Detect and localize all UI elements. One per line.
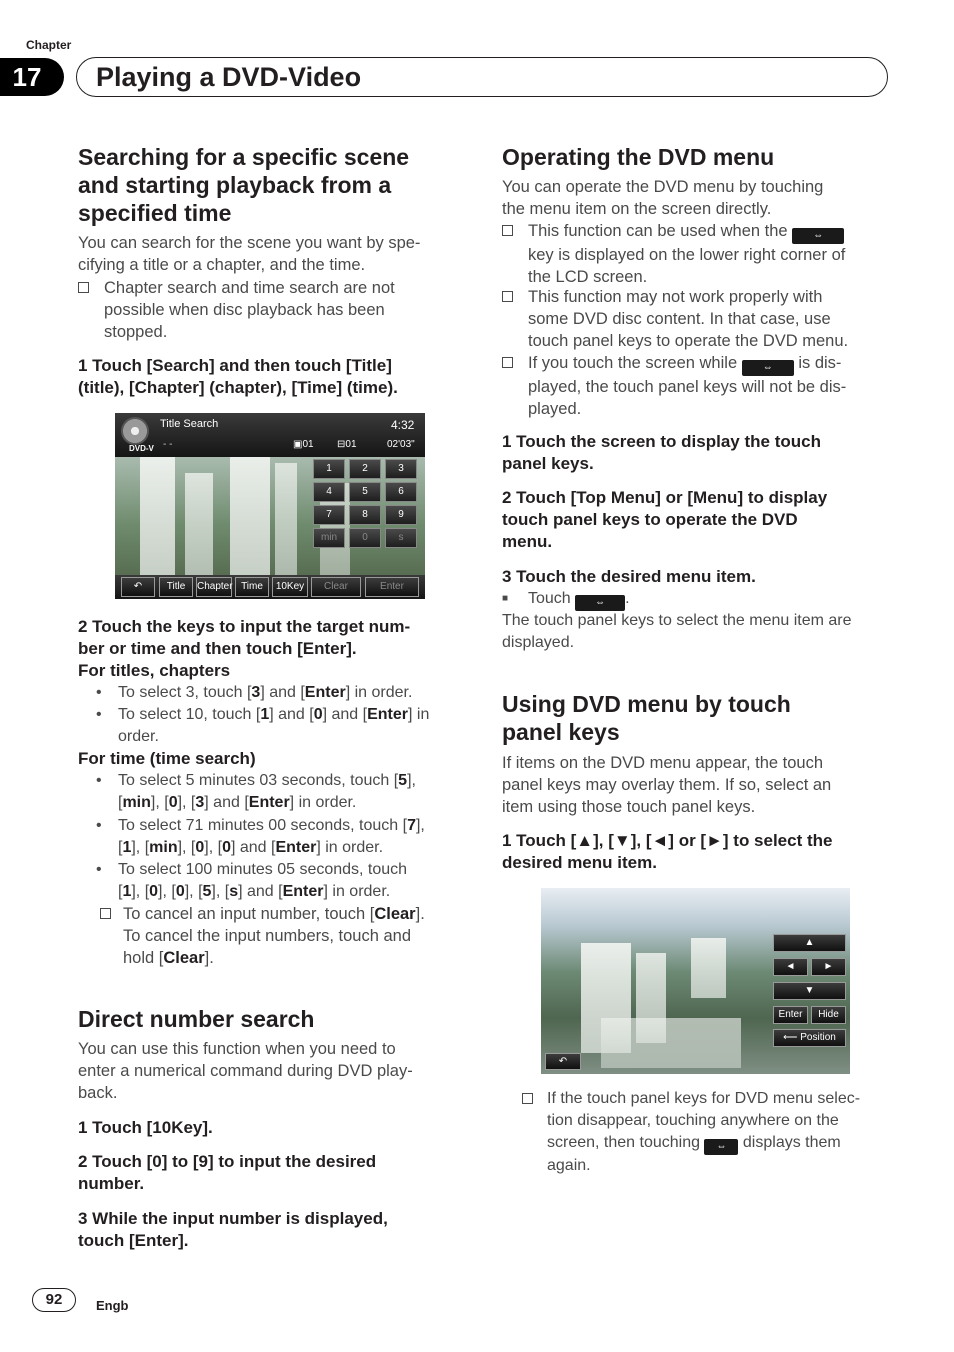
dvd-menu-screenshot [541, 888, 850, 1074]
subhead-time-search: For time (time search) [78, 749, 256, 768]
step-1-search: 1 Touch [Search] and then touch [Title] (title), [Chapter] (chapter), [Time] (time). [78, 356, 398, 397]
touch-panel-key-icon: ⇔ [575, 595, 625, 611]
touch-panel-intro: If items on the DVD menu appear, the touch panel keys may overlay them. If so, select an item using those touch panel keys. [502, 754, 832, 816]
title-icon: ▣ [293, 439, 303, 450]
section-title-scene-search: Searching for a specific scene and starting playback from a specified time [78, 144, 410, 226]
bullet-select-3: • To select 3, touch [3] and [Enter] in order. [96, 684, 413, 701]
back-button[interactable] [545, 1053, 581, 1070]
square-bullet-icon: ■ [502, 593, 509, 604]
hide-button[interactable]: Hide [811, 1006, 846, 1024]
checkbox-bullet-icon [78, 282, 89, 293]
position-arrow-icon: ⟵ [783, 1032, 798, 1043]
section-title-operating-menu: Operating the DVD menu [502, 144, 775, 170]
direct-step-3: 3 While the input number is displayed, touch [Enter]. [78, 1209, 388, 1250]
clear-button[interactable]: Clear [311, 577, 361, 597]
key-7[interactable]: 7 [313, 505, 345, 525]
tenkey-button[interactable]: 10Key [272, 577, 308, 597]
time-button[interactable]: Time [235, 577, 269, 597]
back-arrow-icon: ↶ [558, 1056, 568, 1067]
note-touch-screen: If you touch the screen while ⇔ is dis- played, the touch panel keys will not be dis- played. [502, 352, 902, 418]
down-arrow-icon: ▼ [804, 985, 815, 996]
position-button[interactable]: ⟵ Position [773, 1029, 846, 1047]
chapter-title: Playing a DVD-Video [96, 62, 362, 92]
title-search-screenshot [115, 413, 425, 599]
bullet-5-min: • To select 5 minutes 03 seconds, touch [5], [min], [0], [3] and [Enter] in order. [96, 772, 416, 811]
section-title-touch-panel-keys: Using DVD menu by touch panel keys [502, 691, 791, 745]
note-function-key: This function can be used when the ⇔ key is displayed on the lower right corner of the LCD screen. [502, 220, 902, 286]
touch-panel-step-1: 1 Touch [▲], [▼], [◄] or [►] to select the desired menu item. [502, 831, 833, 872]
page-number: 92 [32, 1288, 76, 1312]
enter-button[interactable]: Enter [773, 1006, 808, 1024]
touch-instruction: ■ Touch ⇔ . [502, 588, 902, 610]
disc-icon [121, 417, 149, 445]
up-arrow-icon: ▲ [804, 937, 815, 948]
touch-panel-key-icon: ⇔ [792, 228, 844, 244]
menu-step-3: 3 Touch the desired menu item. [502, 567, 756, 586]
title-button[interactable]: Title [159, 577, 193, 597]
menu-step-3-result: The touch panel keys to select the menu item are displayed. [502, 612, 852, 651]
key-9[interactable]: 9 [385, 505, 417, 525]
key-min[interactable]: min [313, 528, 345, 548]
up-button[interactable] [773, 934, 846, 952]
key-0[interactable]: 0 [349, 528, 381, 548]
down-button[interactable] [773, 982, 846, 1000]
back-button[interactable] [121, 577, 155, 597]
clock: 4:32 [391, 418, 415, 432]
left-button[interactable] [773, 958, 808, 976]
chapter-number: 17 [0, 58, 64, 96]
checkbox-bullet-icon [502, 225, 513, 236]
bullet-100-min: • To select 100 minutes 05 seconds, touch [1], [0], [0], [5], [s] and [Enter] in order. [96, 861, 408, 900]
touch-panel-key-icon: ⇔ [742, 360, 794, 376]
chapter-counter: ⊟01 [337, 439, 357, 450]
step-2-input: 2 Touch the keys to input the target num- ber or time and then touch [Enter]. [78, 617, 411, 658]
touch-panel-key-icon: ⇔ [704, 1139, 738, 1155]
key-8[interactable]: 8 [349, 505, 381, 525]
bullet-71-min: • To select 71 minutes 00 seconds, touch [7], [1], [min], [0], [0] and [Enter] in order. [96, 817, 425, 856]
scene-search-intro: You can search for the scene you want by spe- cifying a title or a chapter, and the time. [78, 234, 421, 274]
enter-button[interactable]: Enter [365, 577, 419, 597]
note-may-not-work: This function may not work properly with some DVD disc content. In that case, use touch panel keys to operate the DVD menu. [502, 286, 902, 352]
menu-step-1: 1 Touch the screen to display the touch panel keys. [502, 432, 821, 473]
screen-title: Title Search [160, 418, 219, 430]
key-5[interactable]: 5 [349, 482, 381, 502]
left-arrow-icon: ◄ [785, 961, 796, 972]
note-cancel-input: To cancel an input number, touch [Clear]. To cancel the input numbers, touch and hold [Clear]. [100, 903, 470, 969]
section-title-direct-number: Direct number search [78, 1006, 315, 1032]
checkbox-bullet-icon [522, 1093, 533, 1104]
key-4[interactable]: 4 [313, 482, 345, 502]
chapter-icon: ⊟ [337, 439, 346, 450]
direct-step-2: 2 Touch [0] to [9] to input the desired number. [78, 1152, 377, 1193]
right-arrow-icon: ► [823, 961, 834, 972]
menu-step-2: 2 Touch [Top Menu] or [Menu] to display touch panel keys to operate the DVD menu. [502, 488, 828, 551]
right-button[interactable] [811, 958, 846, 976]
title-dashes: - - [163, 439, 173, 450]
key-6[interactable]: 6 [385, 482, 417, 502]
language-code: Engb [96, 1298, 129, 1313]
key-3[interactable]: 3 [385, 459, 417, 479]
disc-type: DVD-V [129, 444, 154, 453]
direct-number-intro: You can use this function when you need to enter a numerical command during DVD play- back. [78, 1040, 413, 1102]
elapsed-time: 02'03" [387, 439, 415, 450]
operating-menu-intro: You can operate the DVD menu by touching the menu item on the screen directly. [502, 178, 824, 218]
key-s[interactable]: s [385, 528, 417, 548]
back-arrow-icon: ↶ [133, 581, 143, 592]
checkbox-bullet-icon [100, 908, 111, 919]
note-keys-disappear: If the touch panel keys for DVD menu selec- tion disappear, touching anywhere on the screen, then touching ⇔ displays them again. [522, 1088, 902, 1176]
key-1[interactable]: 1 [313, 459, 345, 479]
note-chapter-search: Chapter search and time search are not possible when disc playback has been stopped. [78, 277, 458, 343]
title-counter: ▣01 [293, 439, 314, 450]
bullet-select-10: • To select 10, touch [1] and [0] and [Enter] in order. [96, 706, 430, 745]
chapter-label: Chapter [26, 38, 72, 52]
checkbox-bullet-icon [502, 291, 513, 302]
direct-step-1: 1 Touch [10Key]. [78, 1118, 213, 1137]
subhead-titles-chapters: For titles, chapters [78, 661, 231, 680]
chapter-button[interactable]: Chapter [196, 577, 232, 597]
key-2[interactable]: 2 [349, 459, 381, 479]
checkbox-bullet-icon [502, 357, 513, 368]
